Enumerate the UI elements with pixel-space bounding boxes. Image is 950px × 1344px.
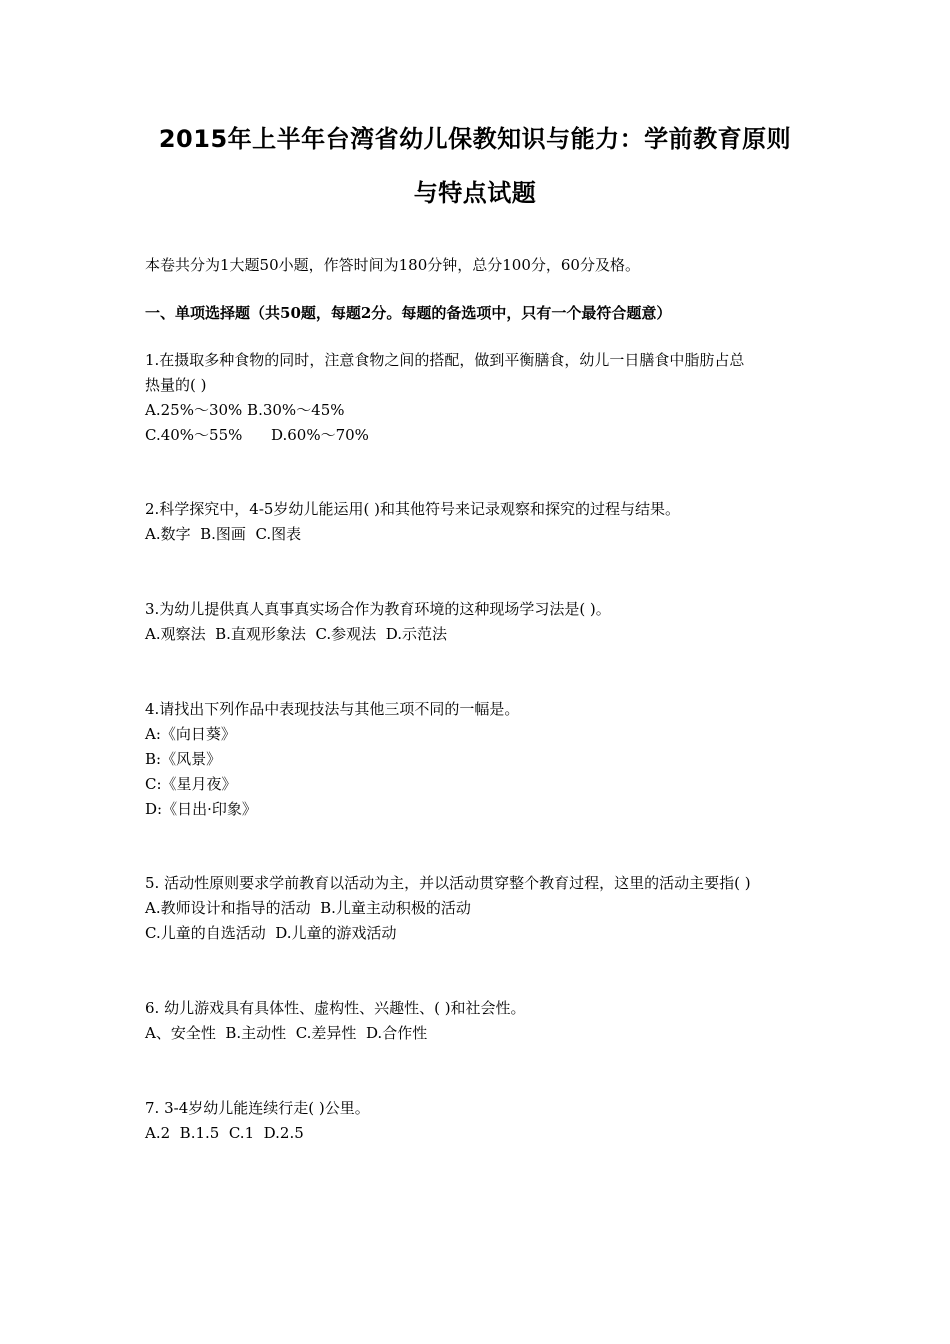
question-7-stem: 7. 3-4岁幼儿能连续行走( )公里。 xyxy=(145,1099,370,1117)
question-3-stem: 3.为幼儿提供真人真事真实场合作为教育环境的这种现场学习法是( )。 xyxy=(145,600,611,618)
question-1 xyxy=(145,348,825,448)
question-4-option-d: D:《日出·印象》 xyxy=(145,800,257,818)
question-5-options-line-1: A.教师设计和指导的活动 B.儿童主动积极的活动 xyxy=(145,899,471,917)
question-5 xyxy=(145,871,825,946)
question-6-options: A、安全性 B.主动性 C.差异性 D.合作性 xyxy=(145,1024,428,1042)
question-4 xyxy=(145,697,825,822)
question-2 xyxy=(145,497,825,547)
question-4-stem: 4.请找出下列作品中表现技法与其他三项不同的一幅是。 xyxy=(145,700,520,718)
question-1-stem-line-2: 热量的( ) xyxy=(145,376,207,394)
question-5-options-line-2: C.儿童的自选活动 D.儿童的游戏活动 xyxy=(145,924,397,942)
question-2-stem: 2.科学探究中，4-5岁幼儿能运用( )和其他符号来记录观察和探究的过程与结果。 xyxy=(145,500,680,518)
question-5-stem: 5. 活动性原则要求学前教育以活动为主，并以活动贯穿整个教育过程，这里的活动主要指( ) xyxy=(145,874,751,892)
question-1-options-line-2: C.40%～55% D.60%～70% xyxy=(145,426,369,444)
question-1-options-line-1: A.25%～30% B.30%～45% xyxy=(145,401,345,419)
question-3-options: A.观察法 B.直观形象法 C.参观法 D.示范法 xyxy=(145,625,447,643)
question-6-stem: 6. 幼儿游戏具有具体性、虚构性、兴趣性、( )和社会性。 xyxy=(145,999,526,1017)
question-4-option-a: A:《向日葵》 xyxy=(145,725,236,743)
section-heading: 一、单项选择题（共50题，每题2分。每题的备选项中，只有一个最符合题意） xyxy=(145,304,672,322)
question-7 xyxy=(145,1096,825,1146)
question-7-options: A.2 B.1.5 C.1 D.2.5 xyxy=(145,1124,304,1142)
question-4-option-b: B:《风景》 xyxy=(145,750,222,768)
exam-intro: 本卷共分为1大题50小题，作答时间为180分钟，总分100分，60分及格。 xyxy=(145,256,640,274)
question-2-options: A.数字 B.图画 C.图表 xyxy=(145,525,302,543)
question-3 xyxy=(145,597,825,647)
question-4-option-c: C:《星月夜》 xyxy=(145,775,237,793)
document-title-line-1: 2015年上半年台湾省幼儿保教知识与能力：学前教育原则 xyxy=(158,125,792,153)
question-1-stem-line-1: 1.在摄取多种食物的同时，注意食物之间的搭配，做到平衡膳食，幼儿一日膳食中脂肪占总 xyxy=(145,351,745,369)
question-6 xyxy=(145,996,825,1046)
document-title-line-2: 与特点试题 xyxy=(413,179,537,207)
